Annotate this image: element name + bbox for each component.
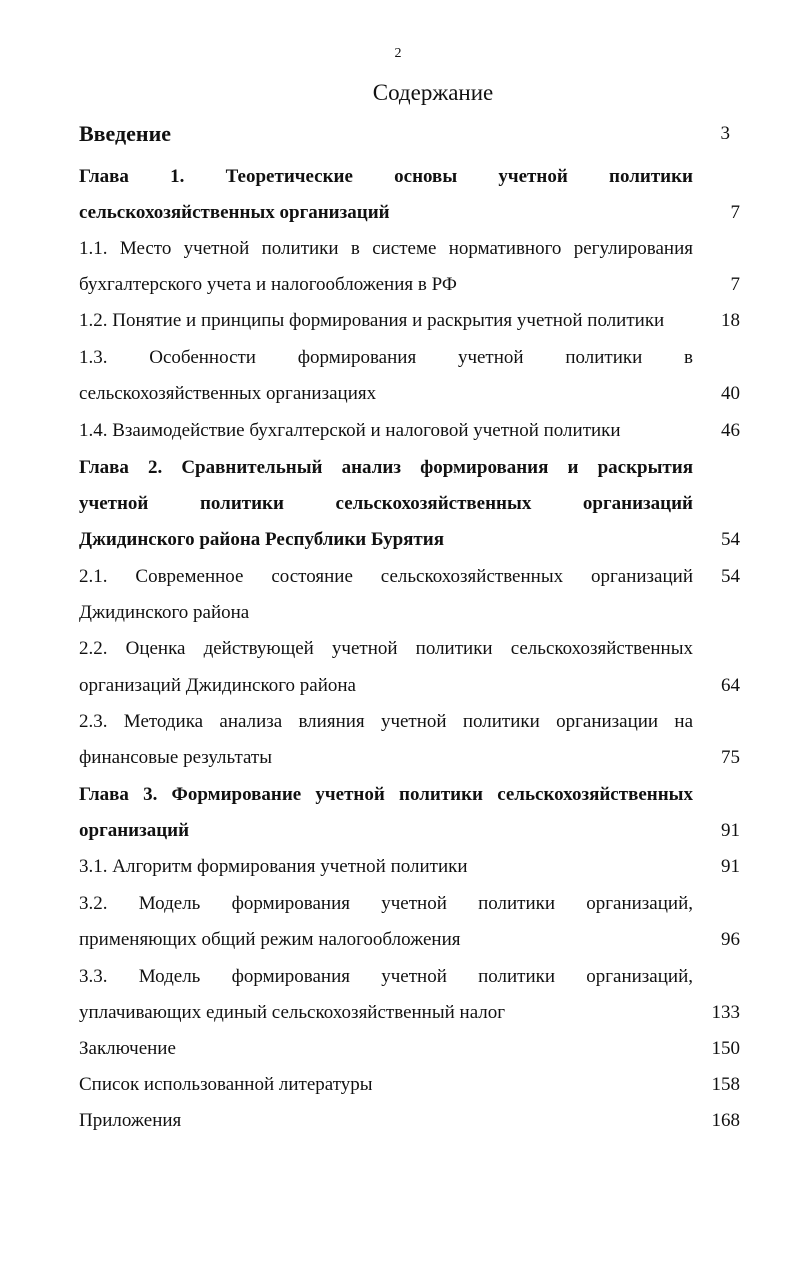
toc-entry-line: 1.3. Особенности формирования учетной политики в [79,347,693,368]
toc-entry-line: бухгалтерского учета и налогообложения в РФ [79,274,457,295]
toc-entry-page: 46 [721,420,740,441]
toc-entry-page: 7 [730,202,740,223]
toc-entry-page: 168 [711,1110,740,1131]
toc-entry-line: организаций [79,820,190,841]
toc-entry-line: Джидинского района Республики Бурятия [79,529,444,550]
toc-entry-page: 150 [711,1038,740,1059]
toc-entry-line: Список использованной литературы [79,1074,373,1095]
toc-entry-page: 91 [721,820,740,841]
toc-entry-page: 96 [721,929,740,950]
toc-entry-line: 2.1. Современное состояние сельскохозяйственных организаций [79,566,693,587]
toc-entry-line: 3.2. Модель формирования учетной политики организаций, [79,893,693,914]
toc-entry-line: уплачивающих единый сельскохозяйственный налог [79,1002,506,1023]
toc-entry-page: 133 [711,1002,740,1023]
page-title: Содержание [372,80,494,105]
toc-entry-page: 7 [730,274,740,295]
toc-entry-line: 2.2. Оценка действующей учетной политики сельскохозяйственных [79,638,693,659]
toc-entry-page: 91 [721,856,740,877]
toc-entry-line: сельскохозяйственных организаций [79,202,390,223]
toc-entry-page: 18 [721,310,740,331]
toc-entry-page: 54 [721,529,740,550]
toc-entry-page: 54 [721,566,740,587]
toc-entry-line: Глава 2. Сравнительный анализ формирования и раскрытия [79,457,693,478]
toc-entry-page: 64 [721,675,740,696]
toc-entry-line: сельскохозяйственных организациях [79,383,377,404]
toc-entry-line: 3.1. Алгоритм формирования учетной политики [79,856,468,877]
toc-entry-line: 3.3. Модель формирования учетной политики организаций, [79,966,693,987]
toc-entry-page: 40 [721,383,740,404]
toc-entry-line: организаций Джидинского района [79,675,356,696]
toc-entry-line: Приложения [79,1110,182,1131]
toc-entry-line: финансовые результаты [79,747,273,768]
toc-entry-line: 2.3. Методика анализа влияния учетной политики организации на [79,711,693,732]
toc-intro-page: 3 [720,123,730,144]
toc-entry-line: 1.2. Понятие и принципы формирования и раскрытия учетной политики [79,310,665,331]
toc-entry-line: 1.4. Взаимодействие бухгалтерской и налоговой учетной политики [79,420,621,441]
page-number: 2 [394,46,402,61]
toc-entry-line: Джидинского района [79,602,250,623]
toc-entry-line: применяющих общий режим налогообложения [79,929,461,950]
toc-entry-page: 158 [711,1074,740,1095]
toc-entry-page: 75 [721,747,740,768]
toc-entry-line: 1.1. Место учетной политики в системе нормативного регулирования [79,238,693,259]
toc-entry-line: Заключение [79,1038,176,1059]
toc-intro-label: Введение [79,121,172,146]
toc-entry-line: учетной политики сельскохозяйственных организаций [79,493,693,514]
toc-entry-line: Глава 1. Теоретические основы учетной политики [79,166,693,187]
toc-entry-line: Глава 3. Формирование учетной политики сельскохозяйственных [79,784,693,805]
